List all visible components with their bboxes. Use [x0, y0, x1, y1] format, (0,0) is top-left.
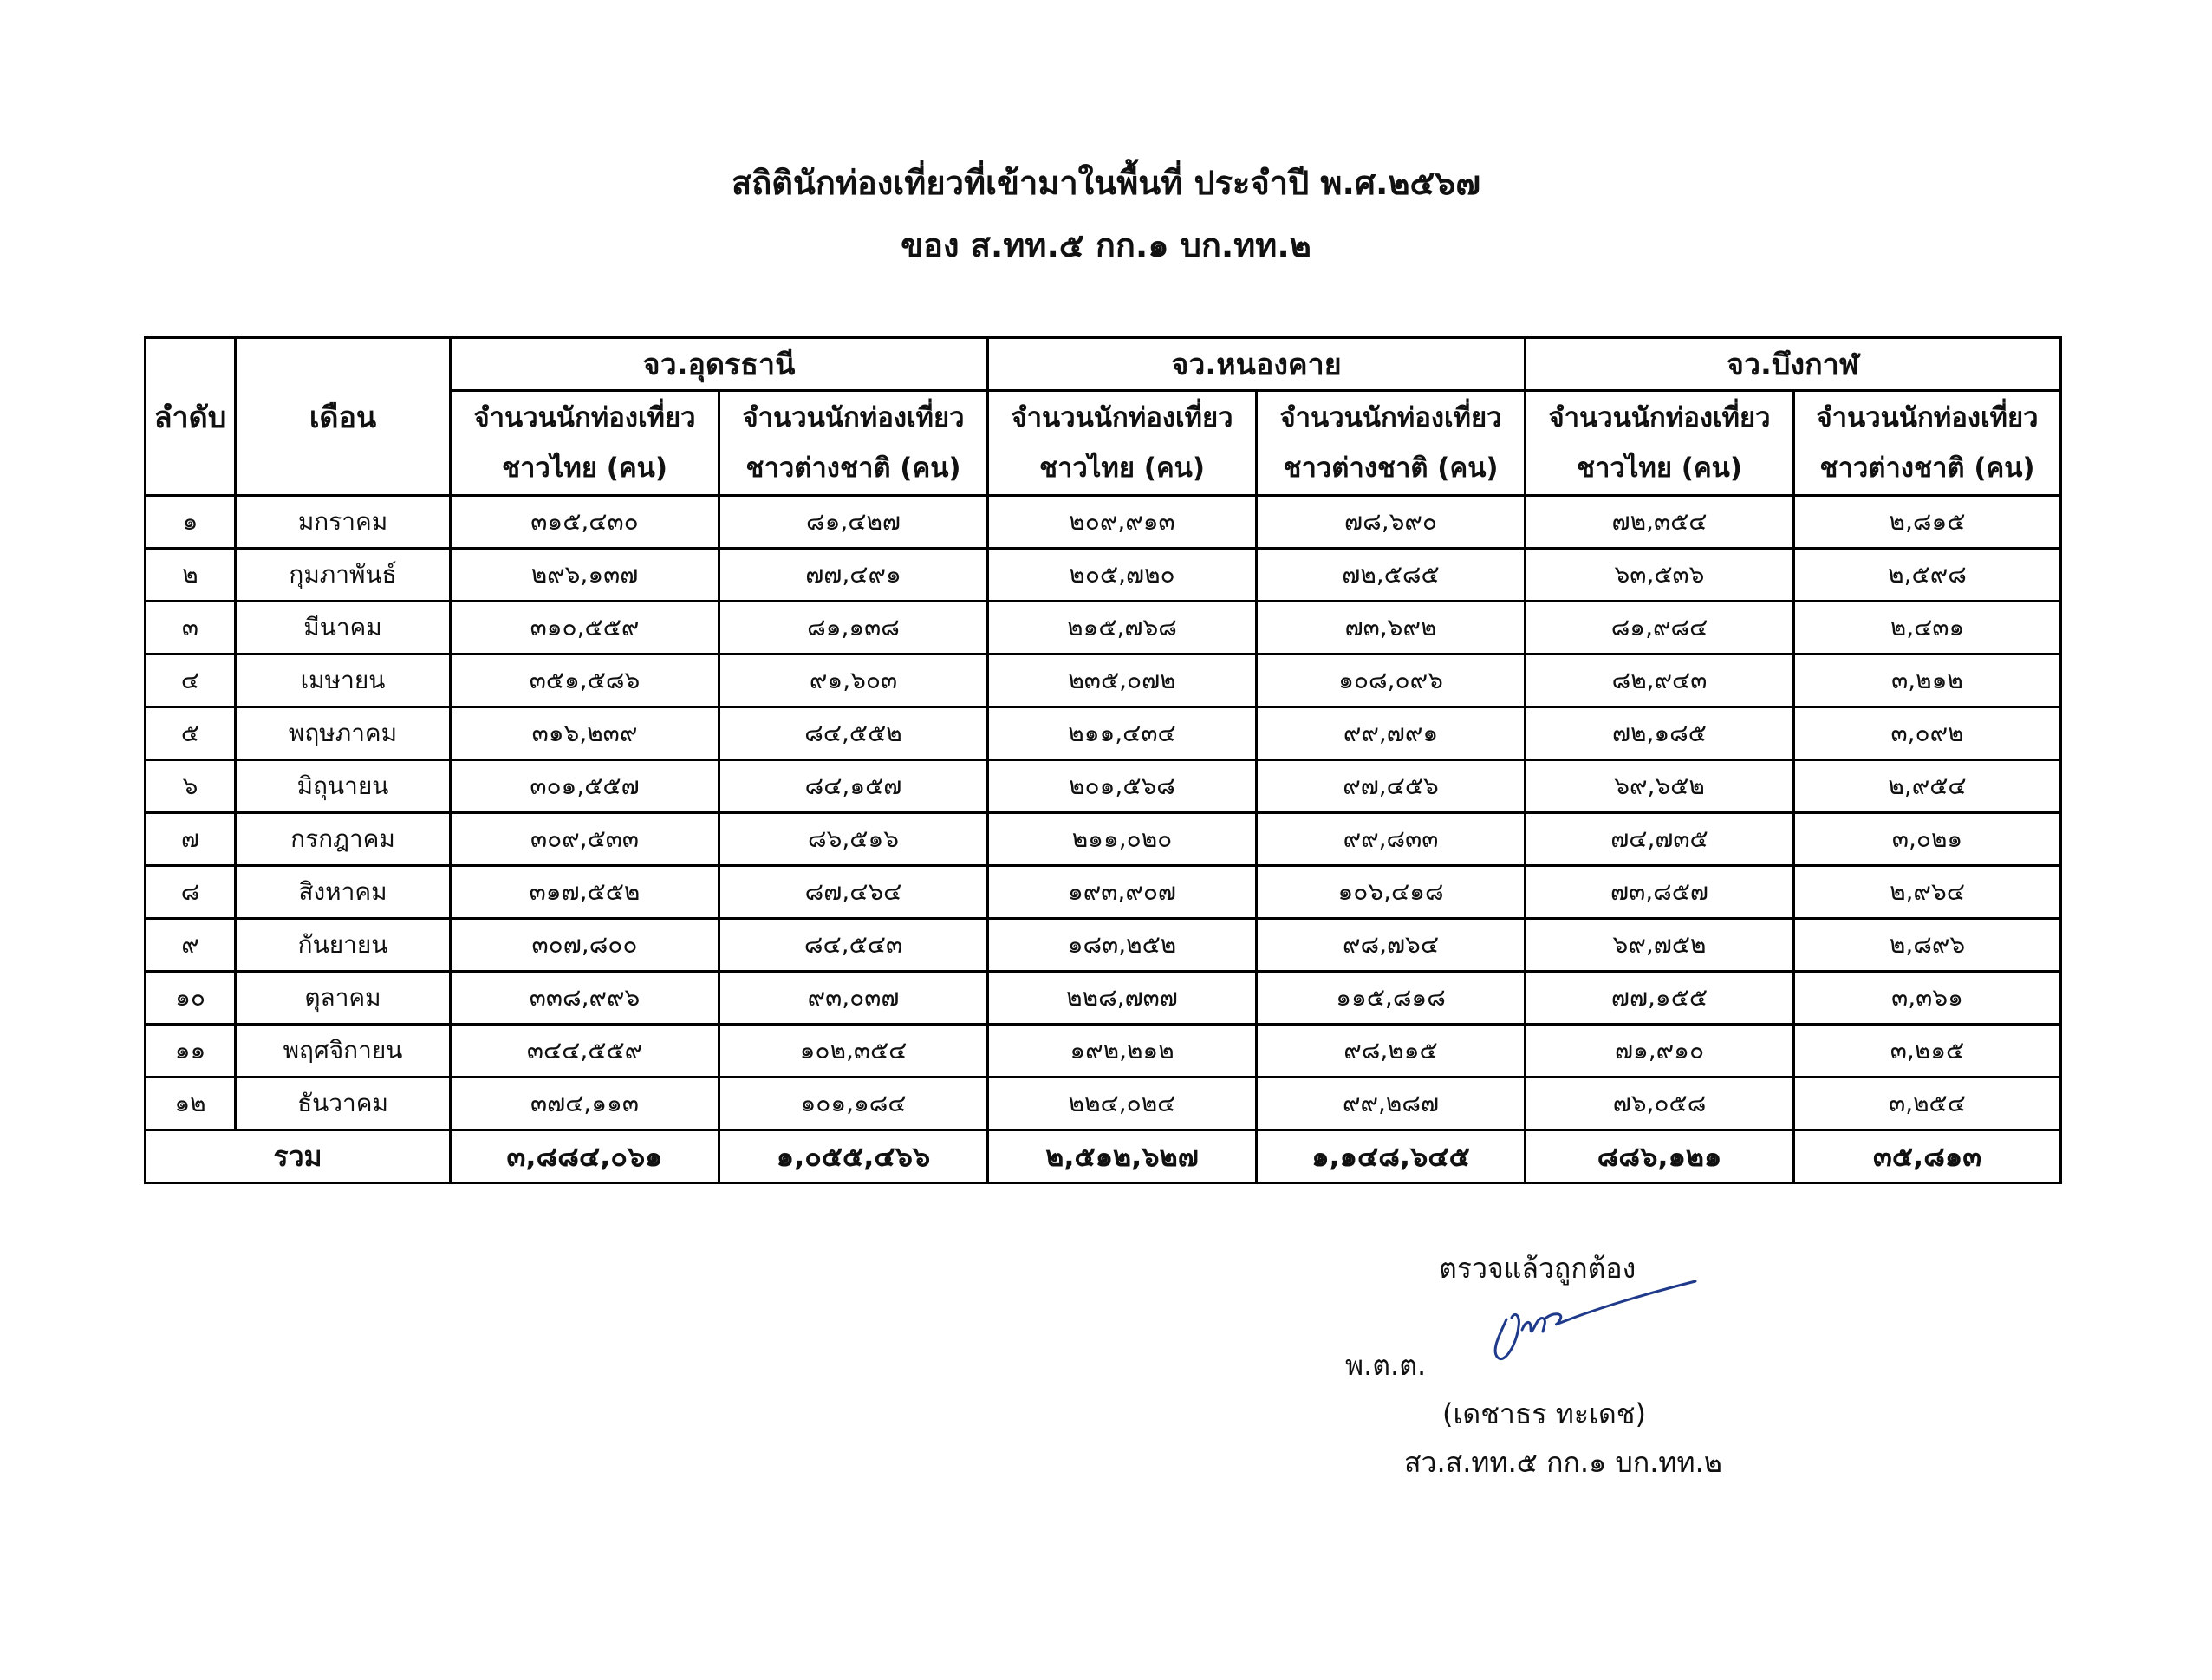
tourist-stats-table — [144, 336, 2062, 1184]
month-cell: กรกฎาคม — [236, 813, 451, 866]
month-cell: มกราคม — [236, 496, 451, 549]
total-label: รวม — [146, 1130, 451, 1183]
header-province-udon: จว.อุดรธานี — [451, 338, 988, 391]
buengkan-thai-cell: ๗๖,๐๕๘ — [1526, 1078, 1794, 1130]
buengkan-foreign-cell: ๓,๒๕๔ — [1794, 1078, 2061, 1130]
nongkhai-thai-cell: ๒๑๑,๐๒๐ — [988, 813, 1257, 866]
header-foreign-tourists: จำนวนนักท่องเที่ยว ชาวต่างชาติ (คน) — [1794, 391, 2061, 496]
nongkhai-foreign-cell: ๗๓,๖๙๒ — [1257, 602, 1526, 654]
buengkan-foreign-cell: ๓,๒๑๕ — [1794, 1025, 2061, 1078]
row-number: ๑ — [146, 496, 236, 549]
month-cell: มิถุนายน — [236, 760, 451, 813]
udon-foreign-cell: ๘๔,๑๕๗ — [719, 760, 988, 813]
total-buengkan-foreign: ๓๕,๘๑๓ — [1794, 1130, 2061, 1183]
udon-foreign-cell: ๘๖,๕๑๖ — [719, 813, 988, 866]
udon-thai-cell: ๓๓๘,๙๙๖ — [451, 972, 719, 1025]
header-foreign-tourists: จำนวนนักท่องเที่ยว ชาวต่างชาติ (คน) — [719, 391, 988, 496]
header-month: เดือน — [236, 338, 451, 496]
total-udon-foreign: ๑,๐๕๕,๔๖๖ — [719, 1130, 988, 1183]
udon-thai-cell: ๓๕๑,๕๘๖ — [451, 654, 719, 707]
udon-thai-cell: ๓๑๐,๕๕๙ — [451, 602, 719, 654]
udon-thai-cell: ๓๐๙,๕๓๓ — [451, 813, 719, 866]
total-nongkhai-foreign: ๑,๑๔๘,๖๔๕ — [1257, 1130, 1526, 1183]
month-cell: กุมภาพันธ์ — [236, 549, 451, 602]
nongkhai-foreign-cell: ๙๙,๗๙๑ — [1257, 707, 1526, 760]
document-title: สถิตินักท่องเที่ยวที่เข้ามาในพื้นที่ ประจำปี พ.ศ.๒๕๖๗ — [732, 164, 1480, 202]
nongkhai-foreign-cell: ๗๒,๕๘๕ — [1257, 549, 1526, 602]
buengkan-foreign-cell: ๒,๘๙๖ — [1794, 919, 2061, 972]
month-cell: กันยายน — [236, 919, 451, 972]
row-number: ๔ — [146, 654, 236, 707]
table-row — [146, 602, 2061, 654]
nongkhai-foreign-cell: ๙๙,๘๓๓ — [1257, 813, 1526, 866]
udon-thai-cell: ๓๐๗,๘๐๐ — [451, 919, 719, 972]
nongkhai-thai-cell: ๒๒๘,๗๓๗ — [988, 972, 1257, 1025]
row-number: ๓ — [146, 602, 236, 654]
month-cell: พฤศจิกายน — [236, 1025, 451, 1078]
nongkhai-foreign-cell: ๙๗,๔๕๖ — [1257, 760, 1526, 813]
month-cell: สิงหาคม — [236, 866, 451, 919]
header-thai-tourists: จำนวนนักท่องเที่ยว ชาวไทย (คน) — [988, 391, 1257, 496]
nongkhai-foreign-cell: ๙๙,๒๘๗ — [1257, 1078, 1526, 1130]
udon-thai-cell: ๓๔๔,๕๕๙ — [451, 1025, 719, 1078]
header-foreign-tourists: จำนวนนักท่องเที่ยว ชาวต่างชาติ (คน) — [1257, 391, 1526, 496]
udon-foreign-cell: ๘๑,๑๓๘ — [719, 602, 988, 654]
buengkan-foreign-cell: ๓,๐๒๑ — [1794, 813, 2061, 866]
table-row — [146, 496, 2061, 549]
udon-foreign-cell: ๙๓,๐๓๗ — [719, 972, 988, 1025]
nongkhai-foreign-cell: ๑๑๕,๘๑๘ — [1257, 972, 1526, 1025]
header-thai-tourists: จำนวนนักท่องเที่ยว ชาวไทย (คน) — [1526, 391, 1794, 496]
udon-foreign-cell: ๗๗,๔๙๑ — [719, 549, 988, 602]
nongkhai-thai-cell: ๑๙๒,๒๑๒ — [988, 1025, 1257, 1078]
table-row — [146, 1025, 2061, 1078]
month-cell: ธันวาคม — [236, 1078, 451, 1130]
nongkhai-thai-cell: ๒๑๕,๗๖๘ — [988, 602, 1257, 654]
table-row — [146, 972, 2061, 1025]
table-row — [146, 707, 2061, 760]
nongkhai-foreign-cell: ๙๘,๒๑๕ — [1257, 1025, 1526, 1078]
row-number: ๕ — [146, 707, 236, 760]
buengkan-thai-cell: ๘๒,๙๔๓ — [1526, 654, 1794, 707]
total-udon-thai: ๓,๘๘๔,๐๖๑ — [451, 1130, 719, 1183]
buengkan-thai-cell: ๖๙,๖๕๒ — [1526, 760, 1794, 813]
row-number: ๑๐ — [146, 972, 236, 1025]
row-number: ๑๑ — [146, 1025, 236, 1078]
buengkan-foreign-cell: ๒,๕๙๘ — [1794, 549, 2061, 602]
signer-name: (เดชาธร ทะเดช) — [1442, 1397, 1646, 1430]
udon-foreign-cell: ๘๔,๕๕๒ — [719, 707, 988, 760]
udon-thai-cell: ๓๑๕,๔๓๐ — [451, 496, 719, 549]
udon-thai-cell: ๓๗๔,๑๑๓ — [451, 1078, 719, 1130]
udon-foreign-cell: ๙๑,๖๐๓ — [719, 654, 988, 707]
table-row — [146, 1078, 2061, 1130]
nongkhai-thai-cell: ๒๓๕,๐๗๒ — [988, 654, 1257, 707]
buengkan-foreign-cell: ๒,๘๑๕ — [1794, 496, 2061, 549]
buengkan-foreign-cell: ๒,๙๕๔ — [1794, 760, 2061, 813]
buengkan-thai-cell: ๗๒,๑๘๕ — [1526, 707, 1794, 760]
handwritten-signature — [1474, 1274, 1699, 1370]
header-province-nongkhai: จว.หนองคาย — [988, 338, 1526, 391]
nongkhai-thai-cell: ๒๑๑,๔๓๔ — [988, 707, 1257, 760]
nongkhai-foreign-cell: ๗๘,๖๙๐ — [1257, 496, 1526, 549]
buengkan-foreign-cell: ๓,๒๑๒ — [1794, 654, 2061, 707]
udon-foreign-cell: ๘๔,๕๔๓ — [719, 919, 988, 972]
nongkhai-thai-cell: ๑๙๓,๙๐๗ — [988, 866, 1257, 919]
nongkhai-thai-cell: ๒๐๙,๙๑๓ — [988, 496, 1257, 549]
buengkan-thai-cell: ๖๙,๗๕๒ — [1526, 919, 1794, 972]
nongkhai-foreign-cell: ๑๐๘,๐๙๖ — [1257, 654, 1526, 707]
table-row — [146, 549, 2061, 602]
table-row — [146, 654, 2061, 707]
signer-position: สว.ส.ทท.๕ กก.๑ บก.ทท.๒ — [1404, 1446, 1722, 1479]
month-cell: พฤษภาคม — [236, 707, 451, 760]
udon-thai-cell: ๒๙๖,๑๓๗ — [451, 549, 719, 602]
buengkan-thai-cell: ๗๒,๓๕๔ — [1526, 496, 1794, 549]
month-cell: มีนาคม — [236, 602, 451, 654]
header-province-buengkan: จว.บึงกาฬ — [1526, 338, 2061, 391]
document-subtitle: ของ ส.ทท.๕ กก.๑ บก.ทท.๒ — [901, 226, 1311, 264]
total-buengkan-thai: ๘๘๖,๑๒๑ — [1526, 1130, 1794, 1183]
row-number: ๖ — [146, 760, 236, 813]
buengkan-foreign-cell: ๒,๙๖๔ — [1794, 866, 2061, 919]
table-row — [146, 813, 2061, 866]
udon-foreign-cell: ๘๗,๔๖๔ — [719, 866, 988, 919]
buengkan-foreign-cell: ๒,๔๓๑ — [1794, 602, 2061, 654]
udon-thai-cell: ๓๑๖,๒๓๙ — [451, 707, 719, 760]
buengkan-thai-cell: ๗๓,๘๕๗ — [1526, 866, 1794, 919]
nongkhai-thai-cell: ๑๘๓,๒๕๒ — [988, 919, 1257, 972]
udon-thai-cell: ๓๑๗,๕๕๒ — [451, 866, 719, 919]
month-cell: ตุลาคม — [236, 972, 451, 1025]
month-cell: เมษายน — [236, 654, 451, 707]
udon-foreign-cell: ๘๑,๔๒๗ — [719, 496, 988, 549]
nongkhai-thai-cell: ๒๒๔,๐๒๔ — [988, 1078, 1257, 1130]
total-row — [146, 1130, 2061, 1183]
buengkan-foreign-cell: ๓,๓๖๑ — [1794, 972, 2061, 1025]
row-number: ๑๒ — [146, 1078, 236, 1130]
buengkan-thai-cell: ๖๓,๕๓๖ — [1526, 549, 1794, 602]
signer-rank: พ.ต.ต. — [1345, 1349, 1427, 1382]
buengkan-foreign-cell: ๓,๐๙๒ — [1794, 707, 2061, 760]
row-number: ๘ — [146, 866, 236, 919]
nongkhai-foreign-cell: ๑๐๖,๔๑๘ — [1257, 866, 1526, 919]
row-number: ๒ — [146, 549, 236, 602]
table-row — [146, 760, 2061, 813]
nongkhai-thai-cell: ๒๐๕,๗๒๐ — [988, 549, 1257, 602]
header-thai-tourists: จำนวนนักท่องเที่ยว ชาวไทย (คน) — [451, 391, 719, 496]
nongkhai-foreign-cell: ๙๘,๗๖๔ — [1257, 919, 1526, 972]
table-row — [146, 866, 2061, 919]
buengkan-thai-cell: ๗๗,๑๕๕ — [1526, 972, 1794, 1025]
total-nongkhai-thai: ๒,๕๑๒,๖๒๗ — [988, 1130, 1257, 1183]
udon-foreign-cell: ๑๐๑,๑๘๔ — [719, 1078, 988, 1130]
row-number: ๗ — [146, 813, 236, 866]
table-row — [146, 919, 2061, 972]
header-no: ลำดับ — [146, 338, 236, 496]
nongkhai-thai-cell: ๒๐๑,๕๖๘ — [988, 760, 1257, 813]
row-number: ๙ — [146, 919, 236, 972]
buengkan-thai-cell: ๗๔,๗๓๕ — [1526, 813, 1794, 866]
udon-foreign-cell: ๑๐๒,๓๕๔ — [719, 1025, 988, 1078]
verified-note: ตรวจแล้วถูกต้อง — [1439, 1252, 1636, 1285]
buengkan-thai-cell: ๗๑,๙๑๐ — [1526, 1025, 1794, 1078]
udon-thai-cell: ๓๐๑,๕๕๗ — [451, 760, 719, 813]
buengkan-thai-cell: ๘๑,๙๘๔ — [1526, 602, 1794, 654]
